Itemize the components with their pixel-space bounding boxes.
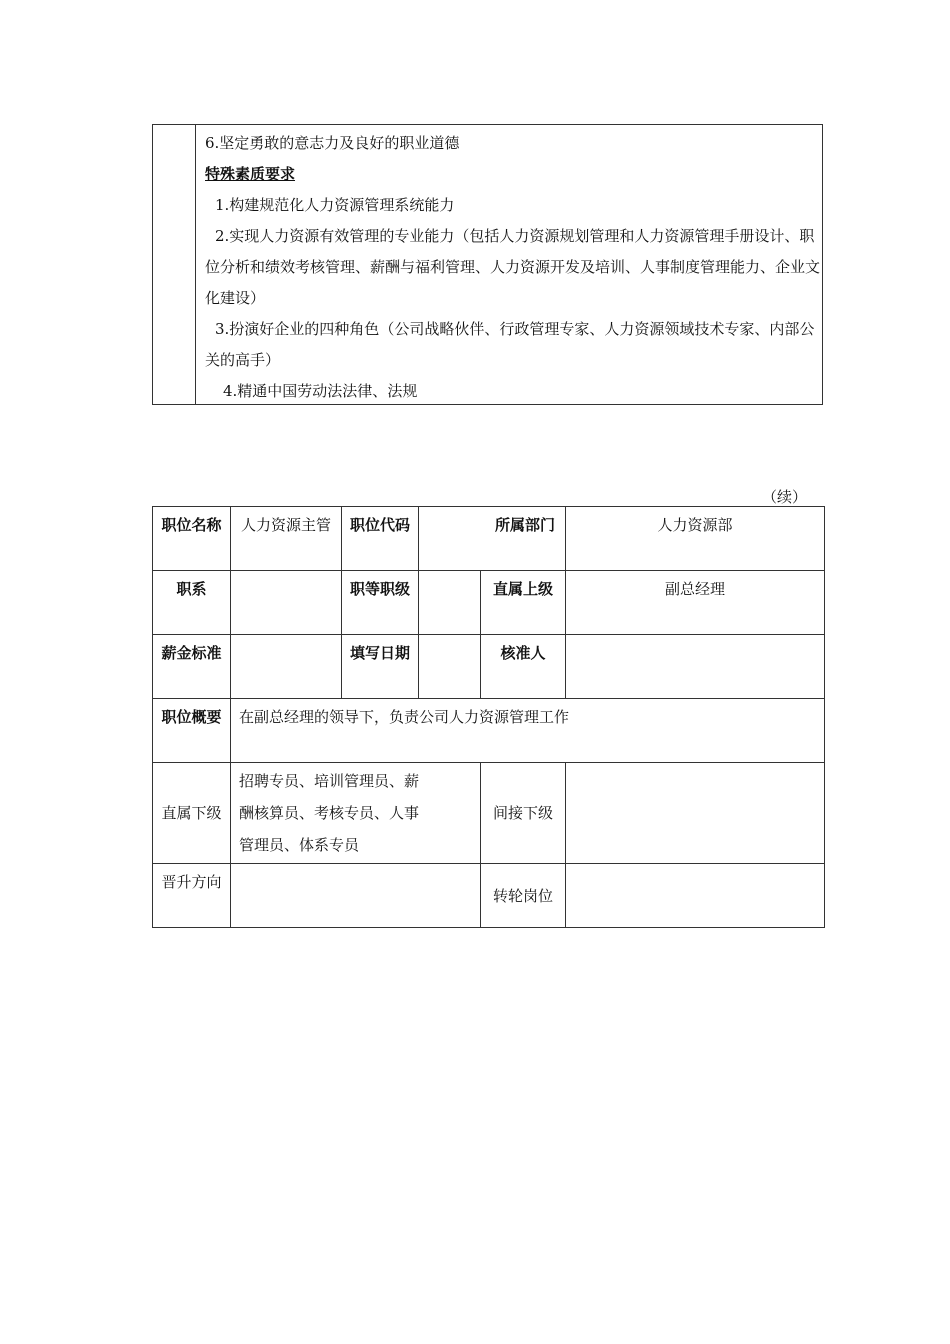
position-name-label: 职位名称 <box>153 507 231 571</box>
column-divider <box>195 125 196 404</box>
job-grade-value <box>419 571 481 635</box>
department-value: 人力资源部 <box>566 507 825 571</box>
continued-label: （续） <box>762 488 808 506</box>
department-label: 所属部门 <box>419 507 566 571</box>
job-description-table <box>152 506 825 928</box>
job-grade-label: 职等职级 <box>342 571 419 635</box>
special-requirements-heading: 特殊素质要求 <box>205 165 296 183</box>
table-row <box>153 763 825 864</box>
rotation-value <box>566 864 825 928</box>
table-row <box>153 635 825 699</box>
indirect-subordinates-label: 间接下级 <box>481 763 566 864</box>
special-item-4: 4.精通中国劳动法法律、法规 <box>223 382 418 400</box>
table-row <box>153 571 825 635</box>
fill-date-label: 填写日期 <box>342 635 419 699</box>
competency-content <box>205 128 820 407</box>
approver-value <box>566 635 825 699</box>
rotation-label: 转轮岗位 <box>481 864 566 928</box>
job-family-label: 职系 <box>153 571 231 635</box>
summary-label: 职位概要 <box>153 699 231 763</box>
supervisor-label: 直属上级 <box>481 571 566 635</box>
direct-subordinates-label: 直属下级 <box>153 763 231 864</box>
special-item-2: 2.实现人力资源有效管理的专业能力（包括人力资源规划管理和人力资源管理手册设计、职位分析和绩效考核管理、薪酬与福利管理、人力资源开发及培训、人事制度管理能力、企业文化建设） <box>205 227 821 307</box>
indirect-subordinates-value <box>566 763 825 864</box>
summary-value: 在副总经理的领导下，负责公司人力资源管理工作 <box>231 699 825 763</box>
promotion-label: 晋升方向 <box>153 864 231 928</box>
special-item-3: 3.扮演好企业的四种角色（公司战略伙伴、行政管理专家、人力资源领域技术专家、内部公关的高手） <box>205 320 815 369</box>
salary-value <box>231 635 342 699</box>
position-name-value: 人力资源主管 <box>231 507 342 571</box>
fill-date-value <box>419 635 481 699</box>
salary-label: 薪金标准 <box>153 635 231 699</box>
general-item-6: 6.坚定勇敢的意志力及良好的职业道德 <box>205 134 460 152</box>
table-row <box>153 699 825 763</box>
promotion-value <box>231 864 481 928</box>
job-family-value <box>231 571 342 635</box>
supervisor-value: 副总经理 <box>566 571 825 635</box>
table-row <box>153 864 825 928</box>
special-item-1: 1.构建规范化人力资源管理系统能力 <box>215 196 455 214</box>
position-code-label: 职位代码 <box>342 507 419 571</box>
table-row <box>153 507 825 571</box>
approver-label: 核准人 <box>481 635 566 699</box>
competency-requirements-box <box>152 124 823 405</box>
direct-subordinates-value: 招聘专员、培训管理员、薪酬核算员、考核专员、人事管理员、体系专员 <box>231 763 481 864</box>
